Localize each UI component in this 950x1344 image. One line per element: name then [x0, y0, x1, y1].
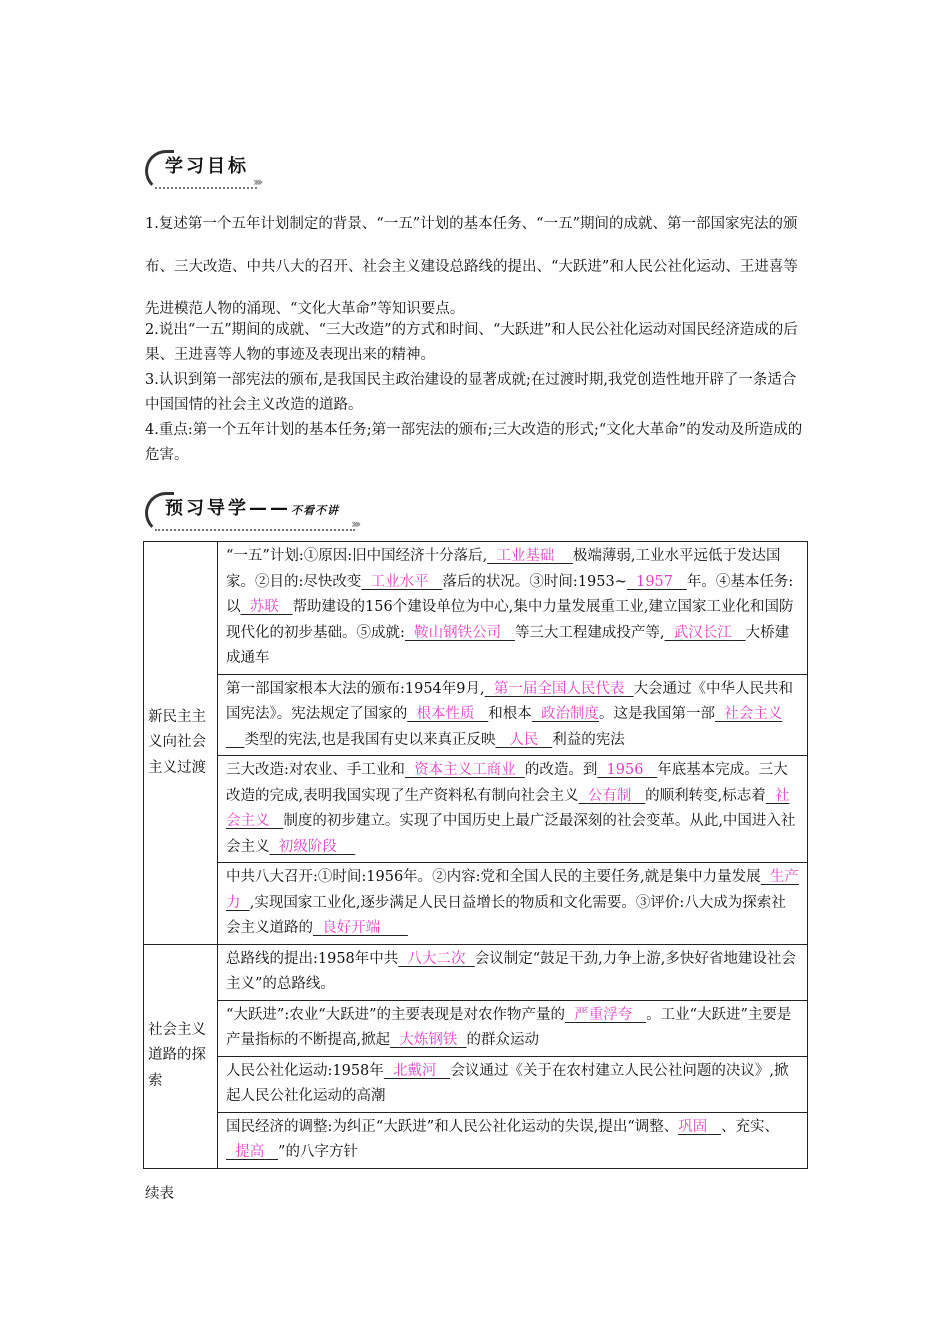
dotted-rule-decoration: [155, 181, 257, 189]
section-subtitle: 不看不讲: [291, 504, 339, 517]
answer-blank: 武汉长江: [673, 624, 732, 641]
row-general-line: 总路线的提出:1958年中共 八大二次 会议制定“鼓足干劲,力争上游,多快好省地建设社会主义”的总路线。: [218, 944, 808, 1000]
answer-blank: 大炼钢铁: [399, 1032, 458, 1048]
row-five-year-plan: “一五”计划:①原因:旧中国经济十分落后, 工业基础 极端薄弱,工业水平远低于发达国家。②目的:尽快改变 工业水平 落后的状况。③时间:1953~ 1957 年。④基本任务:以 苏联 帮助建设的156个建设单位为中心,集中力量发展重工业,建立国家工业化和国防现代化的初步基础。⑤成就: 鞍山钢铁公司 等三大工程建成投产等, 武汉长江 大桥建成通车: [218, 542, 808, 675]
chevrons-icon: ››››: [253, 175, 261, 189]
section-header-objectives: [145, 148, 275, 194]
category-exploration: 社会主义道路的探索: [144, 944, 218, 1168]
answer-blank: 生产力: [226, 869, 799, 911]
objective-4: 4.重点:第一个五年计划的基本任务;第一部宪法的颁布;三大改造的形式;“文化大革命”的发动及所造成的危害。: [145, 422, 803, 463]
answer-blank: 巩固: [678, 1118, 708, 1135]
answer-blank: 鞍山钢铁公司: [414, 624, 502, 641]
objective-2: 2.说出“一五”期间的成就、“三大改造”的方式和时间、“大跃进”和人民公社化运动对国民经济造成的后果、王进喜等人物的事迹及表现出来的精神。: [145, 322, 798, 363]
answer-blank: 提高: [235, 1144, 265, 1160]
row-eighth-congress: 中共八大召开:①时间:1956年。②内容:党和全国人民的主要任务,就是集中力量发展 生产力 ,实现国家工业化,逐步满足人民日益增长的物质和文化需要。③评价:八大成为探索社会主义道路的 良好开端: [218, 863, 808, 945]
answer-blank: 1957: [636, 573, 673, 590]
dotted-rule-decoration: [155, 523, 355, 531]
row-adjustment: 国民经济的调整:为纠正“大跃进”和人民公社化运动的失误,提出“调整、巩固 、充实、 提高 ”的八字方针: [218, 1112, 808, 1168]
table-row: [144, 542, 808, 675]
section-header-preview: [145, 490, 375, 536]
table-row: [144, 756, 808, 863]
row-constitution: 第一部国家根本大法的颁布:1954年9月, 第一届全国人民代表 大会通过《中华人民共和国宪法》。宪法规定了国家的 根本性质 和根本 政治制度。这是我国第一部 社会主义 类型的宪法,也是我国有史以来真正反映 人民 利益的宪法: [218, 674, 808, 756]
answer-blank: 苏联: [249, 599, 279, 615]
answer-blank: 良好开端: [322, 920, 381, 936]
answer-blank: 资本主义工商业: [414, 762, 516, 778]
answer-blank: 工业基础: [496, 548, 555, 564]
answer-blank: 1956: [606, 762, 644, 778]
table-row: [144, 674, 808, 756]
objective-1: 1.复述第一个五年计划制定的背景、“一五”计划的基本任务、“一五”期间的成就、第一部国家宪法的颁布、三大改造、中共八大的召开、社会主义建设总路线的提出、“大跃进”和人民公社化运动、王进喜等先进模范人物的涌现、“文化大革命”等知识要点。: [145, 216, 798, 317]
objective-3: 3.认识到第一部宪法的颁布,是我国民主政治建设的显著成就;在过渡时期,我党创造性地开辟了一条适合中国国情的社会主义改造的道路。: [145, 372, 797, 413]
row-three-transformations: 三大改造:对农业、手工业和 资本主义工商业 的改造。到 1956 年底基本完成。三大改造的完成,表明我国实现了生产资料私有制向社会主义 公有制 的顺利转变,标志着 社会主义 制度的初步建立。实现了中国历史上最广泛最深刻的社会变革。从此,中国进入社会主义 初级阶段: [218, 756, 808, 863]
answer-blank: 工业水平: [370, 573, 429, 590]
category-transition: 新民主主义向社会主义过渡: [144, 542, 218, 945]
continued-label: 续表: [145, 1186, 174, 1202]
answer-blank: 八大二次: [407, 950, 466, 967]
answer-blank: 第一届全国人民代表: [493, 680, 625, 697]
row-peoples-commune: 人民公社化运动:1958年 北戴河 会议通过《关于在农村建立人民公社问题的决议》,掀起人民公社化运动的高潮: [218, 1056, 808, 1112]
section-title: 学习目标: [165, 156, 249, 177]
answer-blank: 社会主义: [724, 706, 783, 722]
answer-blank: 政治制度: [541, 706, 600, 722]
answer-blank: 根本性质: [416, 706, 475, 722]
row-great-leap: “大跃进”:农业“大跃进”的主要表现是对农作物产量的 严重浮夸 。工业“大跃进”主要是产量指标的不断提高,掀起 大炼钢铁 的群众运动: [218, 1000, 808, 1056]
answer-blank: 北戴河: [393, 1062, 437, 1079]
answer-blank: 初级阶段: [278, 838, 337, 855]
answer-blank: 严重浮夸: [574, 1006, 633, 1023]
objectives-list: [145, 318, 809, 468]
table-row: [144, 1056, 808, 1112]
answer-blank: 公有制: [587, 787, 632, 804]
table-row: [144, 1112, 808, 1168]
table-row: [144, 863, 808, 945]
table-row: [144, 1000, 808, 1056]
chevrons-icon: ››››: [351, 517, 359, 531]
answer-blank: 社会主义: [226, 787, 790, 829]
answer-blank: 人民: [509, 731, 539, 748]
section-title: 预习导学——不看不讲: [165, 498, 339, 519]
table-row: [144, 944, 808, 1000]
preview-table: [143, 541, 808, 1169]
